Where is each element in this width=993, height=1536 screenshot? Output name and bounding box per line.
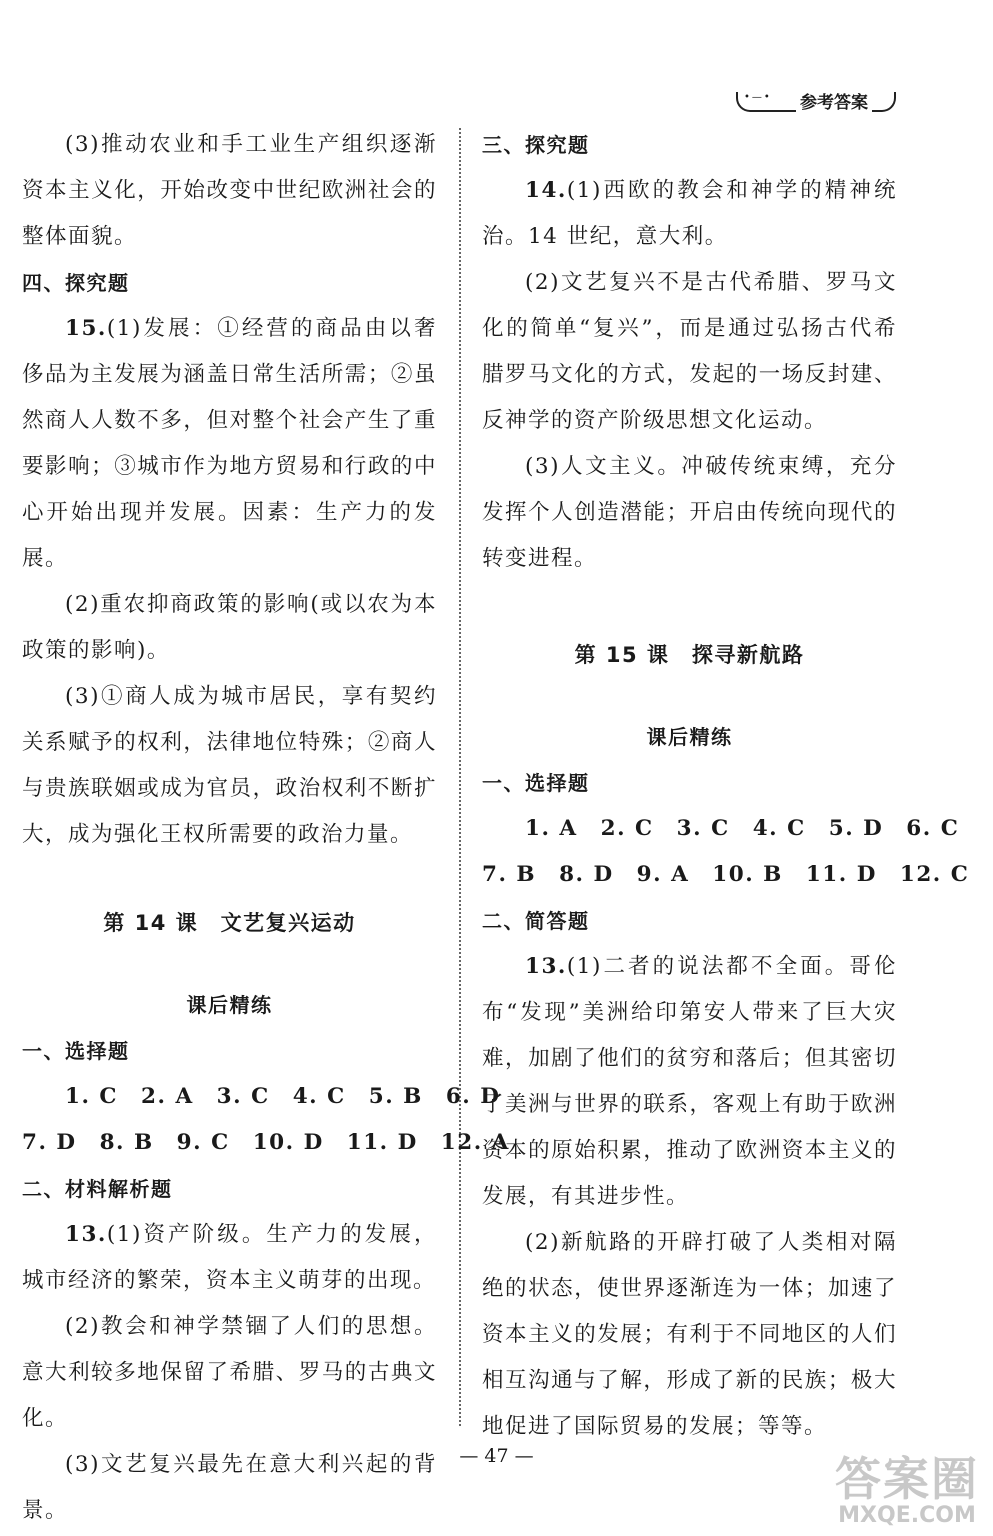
answer-13-2: (2)新航路的开辟打破了人类相对隔绝的状态，使世界逐渐连为一体；加速了资本主义的发展；有利于不同地区的人们相互沟通与了解，形成了新的民族；极大地促进了国际贸易的发展；等等。 bbox=[482, 1230, 897, 1439]
answer-13-1 bbox=[22, 1212, 437, 1304]
paragraph: (3)推动农业和手工业生产组织逐渐资本主义化，开始改变中世纪欧洲社会的整体面貌。 bbox=[22, 132, 437, 249]
answer-14-3: (3)人文主义。冲破传统束缚，充分发挥个人创造潜能；开启由传统向现代的转变进程。 bbox=[482, 454, 897, 571]
section-heading-explore: 三、探究题 bbox=[482, 133, 590, 157]
choice-answers-row-2: 7. B 8. D 9. A 10. B 11. D 12. C bbox=[482, 862, 970, 887]
header-dots-decoration: •—• bbox=[744, 92, 772, 103]
header-label: 参考答案 bbox=[796, 88, 872, 113]
section-heading-material: 二、材料解析题 bbox=[22, 1177, 173, 1201]
lesson-15-title: 第 15 课 探寻新航路 bbox=[574, 643, 805, 667]
watermark-url: MXQE.COM bbox=[838, 1503, 976, 1528]
answer-14-2: (2)文艺复兴不是古代希腊、罗马文化的简单“复兴”，而是通过弘扬古代希腊罗马文化的方式，发起的一场反封建、反神学的资产阶级思想文化运动。 bbox=[482, 270, 897, 433]
lesson-14-title: 第 14 课 文艺复兴运动 bbox=[103, 911, 356, 935]
answer-key-header bbox=[736, 86, 896, 114]
answer-text: (1)发展：①经营的商品由以奢侈品为主发展为涵盖日常生活所需；②虽然商人人数不多，但对整个社会产生了重要影响；③城市作为地方贸易和行政的中心开始出现并发展。因素：生产力的发展。 bbox=[22, 316, 437, 571]
question-number: 13. bbox=[525, 954, 567, 979]
answer-14-1 bbox=[482, 168, 897, 260]
answer-text: (1)西欧的教会和神学的精神统治。14 世纪，意大利。 bbox=[482, 178, 897, 249]
lesson-14-subtitle: 课后精练 bbox=[186, 993, 273, 1017]
column-divider bbox=[459, 128, 461, 1426]
answer-13-3: (3)文艺复兴最先在意大利兴起的背景。 bbox=[22, 1452, 437, 1523]
question-number: 15. bbox=[65, 316, 107, 341]
answer-15-2: (2)重农抑商政策的影响(或以农为本政策的影响)。 bbox=[22, 592, 437, 663]
lesson-15-subtitle: 课后精练 bbox=[646, 725, 733, 749]
watermark-logo bbox=[835, 1443, 979, 1528]
answer-13-2: (2)教会和神学禁锢了人们的思想。意大利较多地保留了希腊、罗马的古典文化。 bbox=[22, 1314, 437, 1431]
question-number: 13. bbox=[65, 1222, 107, 1247]
choice-answers-row-2: 7. D 8. B 9. C 10. D 11. D 12. A bbox=[22, 1130, 510, 1155]
right-column bbox=[482, 122, 970, 1450]
section-heading-choice: 一、选择题 bbox=[22, 1039, 130, 1063]
answer-15-3: (3)①商人成为城市居民，享有契约关系赋予的权利，法律地位特殊；②商人与贵族联姻或成为官员，政治权利不断扩大，成为强化王权所需要的政治力量。 bbox=[22, 684, 437, 847]
section-heading-explore: 四、探究题 bbox=[22, 271, 130, 295]
question-number: 14. bbox=[525, 178, 567, 203]
answer-text: (1)二者的说法都不全面。哥伦布“发现”美洲给印第安人带来了巨大灾难，加剧了他们的贫穷和落后；但其密切了美洲与世界的联系，客观上有助于欧洲资本的原始积累，推动了欧洲资本主义的发展，有其进步性。 bbox=[482, 954, 897, 1209]
answer-15-1 bbox=[22, 306, 437, 582]
section-heading-short-answer: 二、简答题 bbox=[482, 909, 590, 933]
choice-answers-row-1: 1. A 2. C 3. C 4. C 5. D 6. C bbox=[525, 816, 960, 841]
choice-answers-row-1: 1. C 2. A 3. C 4. C 5. B 6. D bbox=[65, 1084, 501, 1109]
answer-text: (1)资产阶级。生产力的发展，城市经济的繁荣，资本主义萌芽的出现。 bbox=[22, 1222, 437, 1293]
answer-13-1 bbox=[482, 944, 897, 1220]
page-number: — 47 — bbox=[459, 1445, 534, 1467]
watermark-text: 答案圈 bbox=[835, 1452, 979, 1506]
section-heading-choice: 一、选择题 bbox=[482, 771, 590, 795]
